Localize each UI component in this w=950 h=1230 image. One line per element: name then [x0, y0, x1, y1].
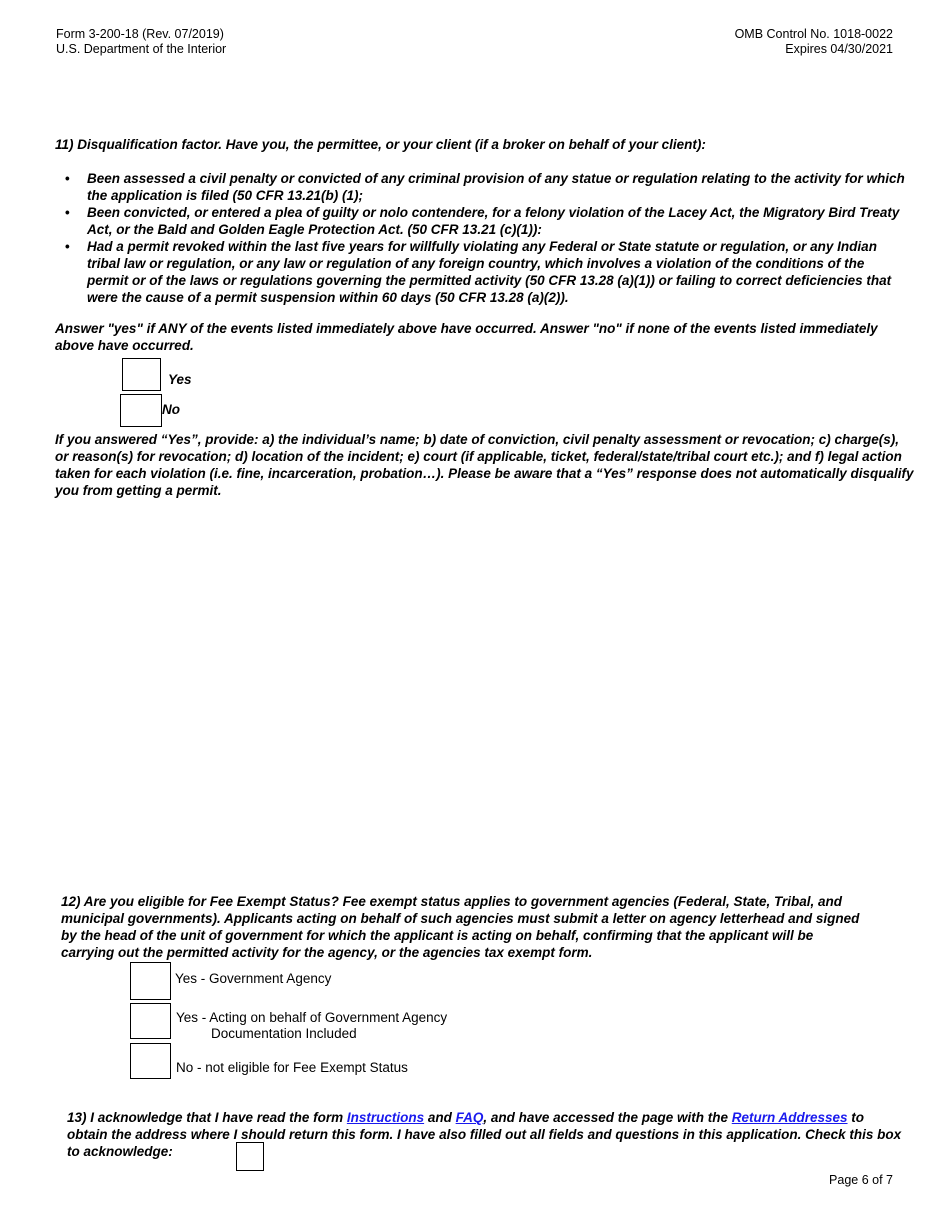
- q13-text-part3: , and have accessed the page with the: [483, 1110, 732, 1125]
- q12-option-acting-on-behalf-line2: Documentation Included: [211, 1026, 357, 1041]
- q11-title: 11) Disqualification factor. Have you, the permittee, or your client (if a broker on behalf of your client):: [55, 137, 706, 152]
- q12-option-not-eligible-checkbox[interactable]: [130, 1043, 171, 1079]
- q12-option-acting-on-behalf-checkbox[interactable]: [130, 1003, 171, 1039]
- form-header-right: [735, 27, 893, 57]
- q13-acknowledge-checkbox[interactable]: [236, 1142, 264, 1171]
- q13-text-part2: and: [424, 1110, 456, 1125]
- q13-text-part4: to obtain the address where I should return this form. I have also filled out all fields and questions in this application. Check this box to acknowledge:: [67, 1110, 902, 1159]
- omb-control-number: OMB Control No. 1018-0022: [734, 27, 893, 41]
- q12-option-not-eligible-label: No - not eligible for Fee Exempt Status: [176, 1060, 408, 1075]
- q11-bullet: • Been assessed a civil penalty or convicted of any criminal provision of any statue or regulation relating to the activity for which the application is filed (50 CFR 13.21(b) (1);: [55, 170, 905, 204]
- expiration-date: Expires 04/30/2021: [785, 42, 893, 56]
- q11-bullet: • Been convicted, or entered a plea of guilty or nolo contendere, for a felony violation of the Lacey Act, the Migratory Bird Treaty Act, or the Bald and Golden Eagle Protection Act. (50 CFR 13.21 (c)(1)):: [55, 204, 905, 238]
- page-number: Page 6 of 7: [829, 1173, 893, 1187]
- q11-yes-checkbox[interactable]: [122, 358, 161, 391]
- faq-link[interactable]: FAQ: [455, 1110, 484, 1125]
- q13-text-part1: 13) I acknowledge that I have read the form: [67, 1110, 347, 1125]
- return-addresses-link[interactable]: Return Addresses: [731, 1110, 848, 1125]
- q13-acknowledgement: [67, 1109, 905, 1160]
- q11-no-label: No: [162, 402, 180, 417]
- q11-response-area[interactable]: [55, 505, 905, 880]
- q11-yes-label: Yes: [168, 372, 192, 387]
- q12-title: 12) Are you eligible for Fee Exempt Status? Fee exempt status applies to government agencies (Federal, State, Tribal, and municipal governments). Applicants acting on behalf of such agencies must submit a letter on agency letterhead and signed by the head of the unit of government for which the applicant is acting on behalf, confirming that the applicant will be carrying out the permitted activity for the agency, or the agencies tax exempt form.: [61, 894, 860, 960]
- q11-no-checkbox[interactable]: [120, 394, 162, 427]
- q12-option-acting-on-behalf-label: [176, 1010, 447, 1042]
- q11-bullet-list: [55, 170, 905, 306]
- q11-followup-instruction: If you answered “Yes”, provide: a) the individual’s name; b) date of conviction, civil penalty assessment or revocation; c) charge(s), or reason(s) for revocation; d) location of the incident; e) court (if applicable, ticket, federal/state/tribal court etc.); and f) legal action taken for each violation (i.e. fine, incarceration, probation…). Please be aware that a “Yes” response does not automatically disqualify you from getting a permit.: [55, 432, 914, 498]
- q12-option-government-agency-checkbox[interactable]: [130, 962, 171, 1000]
- q11-bullet: • Had a permit revoked within the last five years for willfully violating any Federal or State statute or regulation, or any Indian tribal law or regulation, or any law or regulation of any foreign country, which involves a violation of the conditions of the permit or of the laws or regulations governing the permitted activity (50 CFR 13.28 (a)(1)) or failing to correct deficiencies that were the cause of a permit suspension within 60 days (50 CFR 13.28 (a)(2)).: [55, 238, 905, 306]
- q12-option-acting-on-behalf-line1: Yes - Acting on behalf of Government Agency: [176, 1010, 448, 1025]
- q11-answer-instruction: Answer "yes" if ANY of the events listed immediately above have occurred. Answer "no" if none of the events listed immediately above have occurred.: [55, 321, 878, 353]
- q12-option-government-agency-label: Yes - Government Agency: [175, 971, 332, 986]
- form-number: Form 3-200-18 (Rev. 07/2019): [56, 27, 224, 41]
- department-name: U.S. Department of the Interior: [56, 42, 227, 56]
- form-header-left: [56, 27, 226, 57]
- instructions-link[interactable]: Instructions: [346, 1110, 425, 1125]
